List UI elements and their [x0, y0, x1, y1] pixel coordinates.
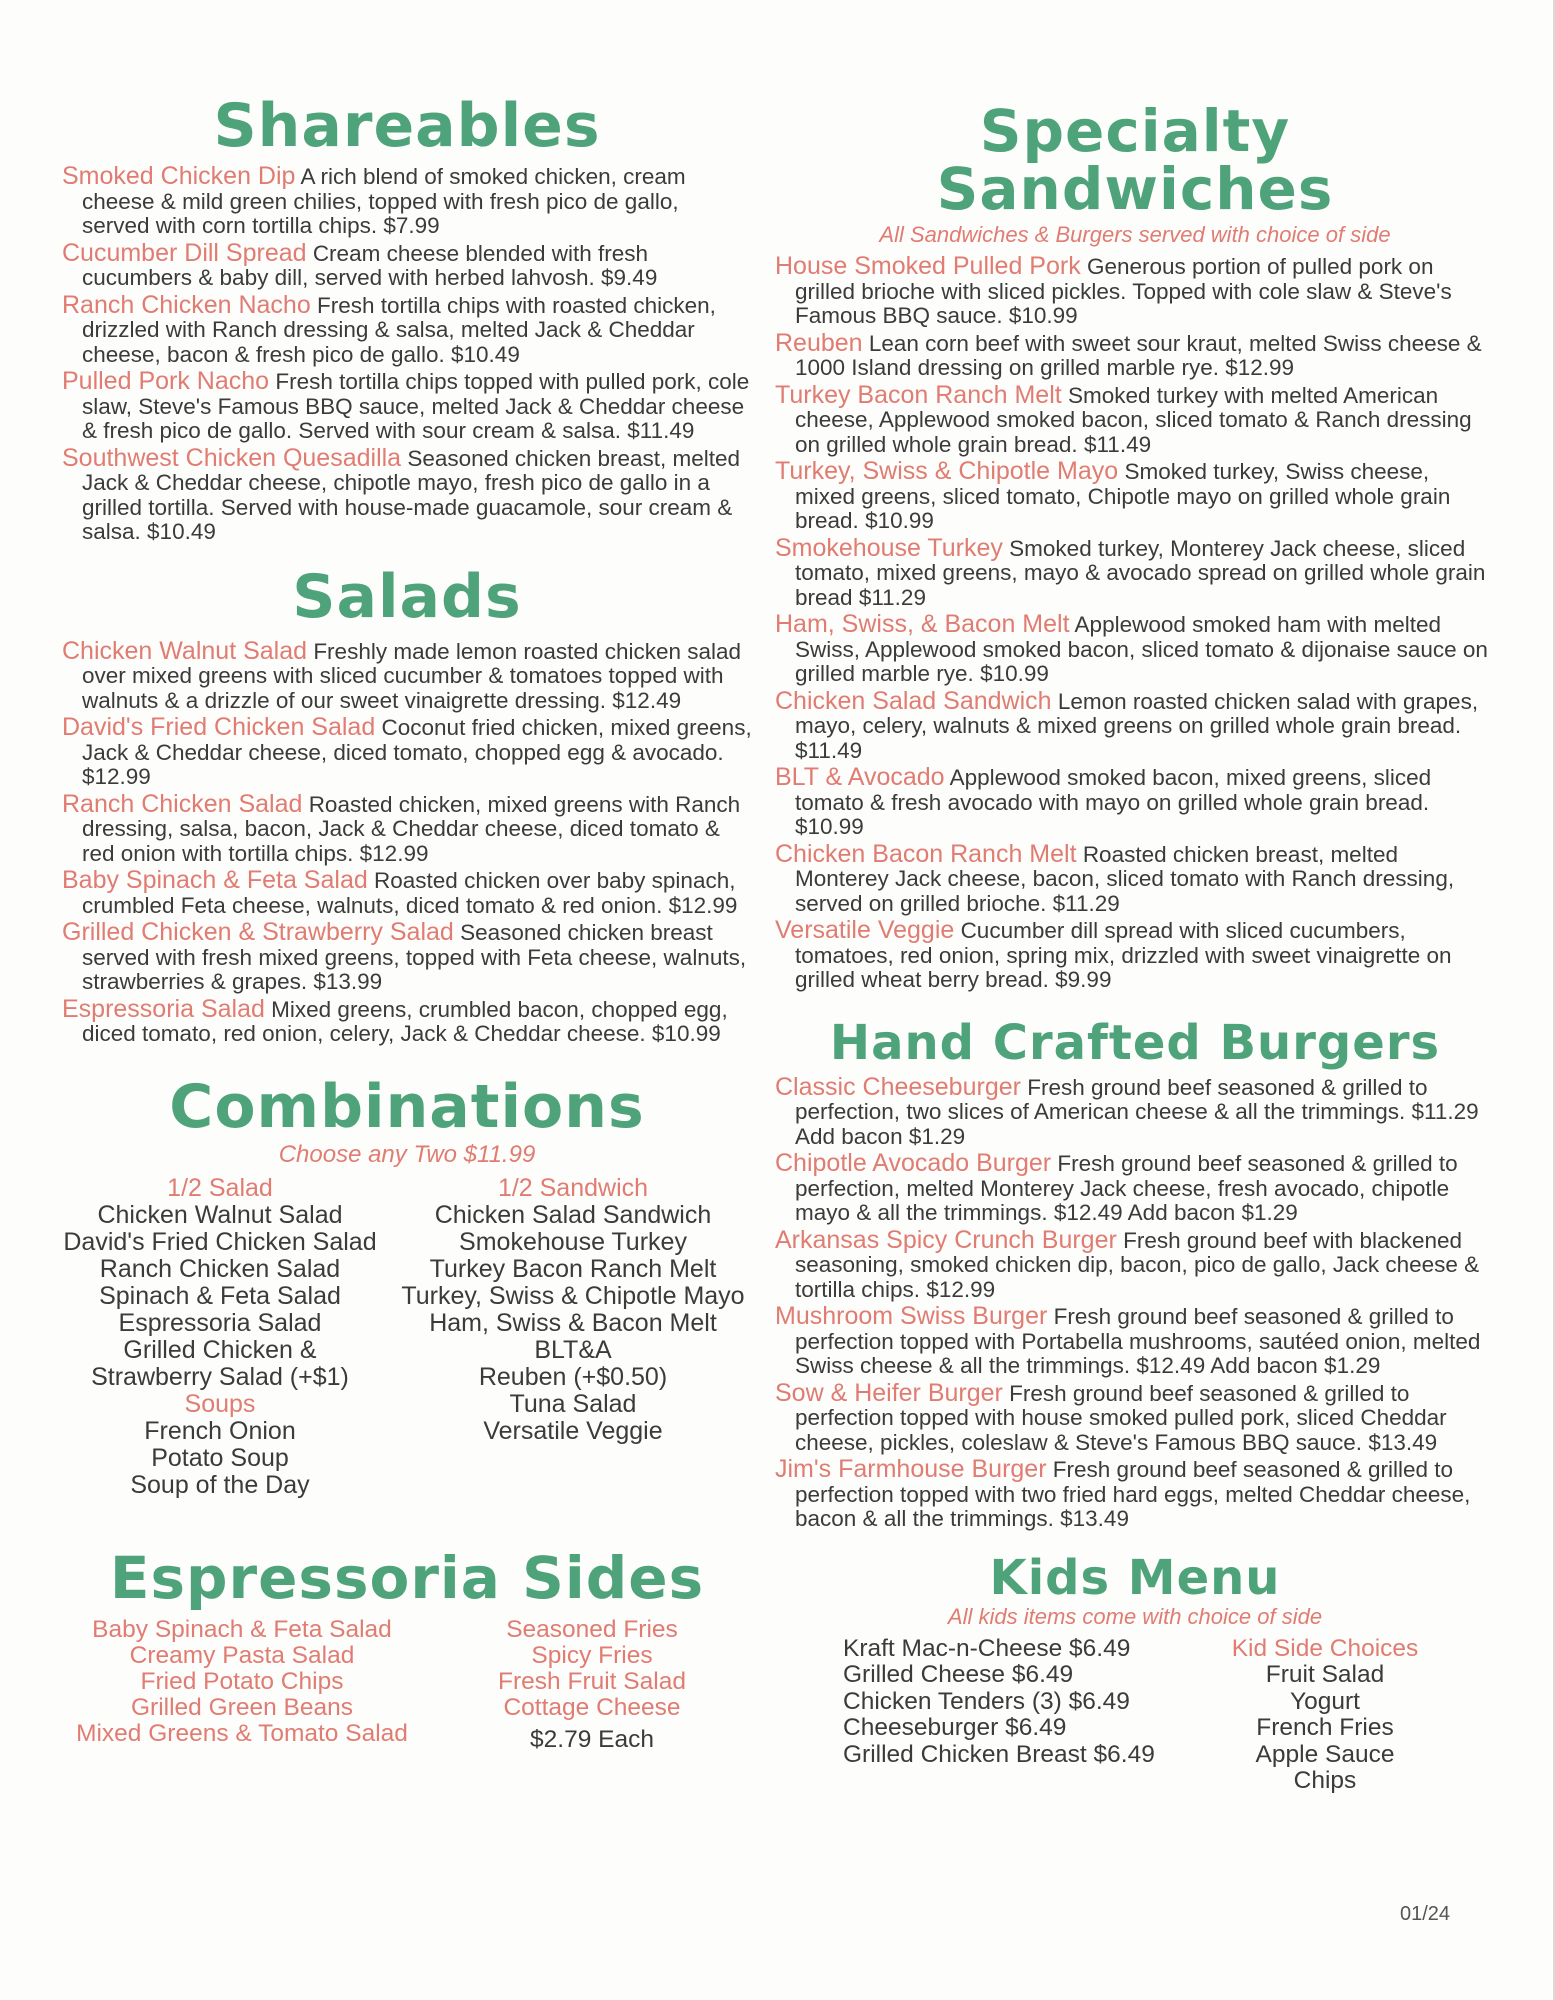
menu-item-name: Ranch Chicken Salad [62, 789, 303, 818]
menu-item [775, 533, 1495, 611]
menu-item-name: Baby Spinach & Feta Salad [62, 866, 368, 894]
combinations-subtitle: Choose any Two $11.99 [278, 1140, 536, 1168]
kids-items [843, 1636, 1203, 1769]
sandwiches-heading: Specialty Sandwiches [936, 97, 1334, 223]
menu-item-description: Fresh ground beef seasoned & grilled to perfection topped with house smoked pulled pork, sliced Cheddar cheese, pickles, coleslaw & Steve's Famous BBQ sauce. [795, 1380, 1447, 1455]
kids-side-item: Chips [1293, 1767, 1357, 1794]
menu-item-price: $10.99 [980, 661, 1049, 686]
menu-item-price: $10.49 [147, 519, 216, 544]
menu-item-description: Fresh ground beef seasoned & grilled to perfection, melted Monterey Jack cheese, fresh avocado, chipotle mayo & all the trimmings. [795, 1151, 1458, 1225]
menu-item-price: $12.49 [612, 687, 682, 713]
menu-item [775, 839, 1495, 917]
combo-soup-item: Potato Soup [151, 1443, 289, 1472]
kids-heading: Kids Menu [989, 1549, 1281, 1606]
menu-item-description: Fresh ground beef seasoned & grilled to perfection, two slices of American cheese & all the trimmings. [795, 1074, 1428, 1124]
menu-item-description: Fresh ground beef seasoned & grilled to perfection topped with Portabella mushrooms, sautéed onion, melted Swiss cheese & all the trimmings. [795, 1304, 1481, 1378]
menu-item [62, 290, 752, 368]
combo-soup-item: French Onion [144, 1416, 296, 1445]
menu-item [62, 994, 752, 1047]
menu-item-description: Smoked turkey with melted American cheese, Applewood smoked bacon, sliced tomato & Ranch dressing on grilled whole grain bread. [795, 382, 1472, 457]
kids-subtitle: All kids items come with choice of side [947, 1603, 1323, 1629]
menu-item-name: Ham, Swiss, & Bacon Melt [775, 610, 1070, 638]
side-item: Fried Potato Chips [140, 1667, 344, 1695]
menu-item-name: Southwest Chicken Quesadilla [62, 443, 402, 472]
menu-item-price: $13.99 [313, 969, 383, 994]
menu-item-name: House Smoked Pulled Pork [775, 252, 1081, 280]
menu-item-description: Roasted chicken breast, melted Monterey Jack cheese, bacon, sliced tomato with Ranch dressing, served on grilled brioche. [795, 841, 1455, 916]
kids-sides-header: Kid Side Choices [1231, 1634, 1419, 1662]
kids-item: Cheeseburger $6.49 [843, 1714, 1067, 1741]
combo-sandwich-item: Smokehouse Turkey [459, 1227, 687, 1256]
menu-item-description: Cream cheese blended with fresh cucumbers & baby dill, served with herbed lahvosh. [82, 240, 648, 290]
menu-item-description: Fresh ground beef with blackened seasoning, smoked chicken dip, bacon, pico de gallo, Jack cheese & tortilla chips. [795, 1227, 1480, 1302]
combinations-grid [62, 1175, 752, 1535]
menu-item-price: $11.29 [1052, 890, 1120, 916]
menu-item-price: $11.49 [1083, 431, 1152, 457]
menu-item [775, 765, 1495, 840]
menu-version-code: 01/24 [1400, 1903, 1451, 1925]
menu-item-price: $7.99 [383, 213, 440, 238]
combo-salad-item: Spinach & Feta Salad [99, 1281, 341, 1310]
menu-item-price: $9.49 [601, 265, 658, 290]
menu-item-price: $12.99 [82, 764, 151, 789]
kids-sides-column [1205, 1636, 1445, 1795]
menu-item-price: $10.49 [451, 341, 520, 367]
menu-item-name: Espressoria Salad [62, 994, 265, 1023]
combo-sandwich-item: Turkey, Swiss & Chipotle Mayo [401, 1281, 745, 1310]
menu-item-description: Roasted chicken, mixed greens with Ranch dressing, salsa, bacon, Jack & Cheddar cheese, diced tomato & red onion with tortilla chips. [82, 791, 741, 866]
menu-item [62, 920, 752, 995]
menu-item-price: $12.99 [359, 840, 429, 866]
combo-salad-item: David's Fried Chicken Salad [63, 1227, 377, 1256]
menu-item-name: Chipotle Avocado Burger [775, 1149, 1052, 1177]
menu-item [62, 868, 752, 918]
menu-item-name: Smokehouse Turkey [775, 533, 1003, 562]
menu-item-price: $10.99 [795, 814, 864, 839]
menu-item-price: $12.99 [926, 1276, 996, 1302]
menu-item [775, 1151, 1495, 1226]
side-item: Seasoned Fries [506, 1615, 678, 1643]
menu-item-price: $11.29 [858, 584, 926, 610]
salads-heading: Salads [292, 561, 522, 632]
combo-sandwich-item: Reuben (+$0.50) [478, 1362, 668, 1391]
menu-item-description: Generous portion of pulled pork on grilled brioche with sliced pickles. Topped with cole slaw & Steve's Famous BBQ sauce. [795, 254, 1452, 328]
combo-sandwich-item: Versatile Veggie [483, 1416, 663, 1445]
menu-item-description: Roasted chicken over baby spinach, crumbled Feta cheese, walnuts, diced tomato & red onion. [82, 868, 736, 918]
combo-salad-item: Chicken Walnut Salad [97, 1200, 343, 1229]
menu-item-price: $9.99 [1055, 967, 1112, 992]
menu-item-price: $12.49 Add bacon $1.29 [1136, 1353, 1381, 1378]
menu-item-description: Fresh tortilla chips with roasted chicken, drizzled with Ranch dressing & salsa, melted Jack & Cheddar cheese, bacon & fresh pico de gallo. [82, 292, 716, 367]
menu-item [775, 459, 1495, 534]
menu-item-description: Applewood smoked bacon, mixed greens, sliced tomato & fresh avocado with mayo on grilled whole grain bread. [795, 765, 1432, 815]
kids-side-item: Fruit Salad [1265, 1661, 1385, 1688]
right-column [775, 0, 1495, 1796]
left-column [62, 0, 752, 1767]
side-item: Mixed Greens & Tomato Salad [76, 1719, 408, 1747]
kids-item: Grilled Cheese $6.49 [843, 1661, 1074, 1688]
menu-item-description: A rich blend of smoked chicken, cream cheese & mild green chilies, topped with fresh pico de gallo, served with corn tortilla chips. [82, 164, 686, 238]
menu-item [775, 612, 1495, 687]
burgers-list [775, 1072, 1495, 1532]
combo-salad-item: Strawberry Salad (+$1) [91, 1362, 349, 1391]
sides-heading: Espressoria Sides [109, 1543, 705, 1612]
menu-item-name: Reuben [775, 328, 863, 357]
sandwiches-subtitle: All Sandwiches & Burgers served with choice of side [879, 222, 1391, 247]
menu-item-price: $11.29 Add bacon $1.29 [795, 1099, 1479, 1149]
kids-items-column [843, 1636, 1203, 1769]
combo-salad-item: Ranch Chicken Salad [99, 1254, 341, 1283]
kids-item: Grilled Chicken Breast $6.49 [843, 1740, 1155, 1768]
menu-item [62, 789, 752, 867]
side-item: Baby Spinach & Feta Salad [92, 1615, 392, 1643]
menu-item-name: Mushroom Swiss Burger [775, 1302, 1048, 1330]
combo-soups-header: Soups [184, 1389, 256, 1418]
menu-item-name: Cucumber Dill Spread [62, 238, 307, 267]
side-item: Spicy Fries [531, 1641, 653, 1669]
menu-item-price: $13.49 [1060, 1506, 1129, 1531]
menu-item [775, 1457, 1495, 1532]
menu-item [775, 918, 1495, 993]
menu-item-name: Smoked Chicken Dip [62, 162, 296, 190]
menu-item-description: Mixed greens, crumbled bacon, chopped egg, diced tomato, red onion, celery, Jack & Cheddar cheese. [82, 996, 728, 1046]
combo-sandwich-item: Chicken Salad Sandwich [434, 1200, 712, 1229]
combo-sandwich-item: BLT&A [534, 1335, 612, 1364]
menu-item [775, 1072, 1495, 1150]
sides-price: $2.79 Each [530, 1725, 654, 1753]
menu-item-name: Versatile Veggie [775, 916, 955, 944]
menu-item-price: $10.99 [651, 1021, 721, 1046]
menu-item-description: Seasoned chicken breast served with fresh mixed greens, topped with Feta cheese, walnuts, strawberries & grapes. [82, 920, 747, 994]
combo-sandwich-item: Tuna Salad [509, 1389, 637, 1418]
menu-item-name: Jim's Farmhouse Burger [775, 1455, 1047, 1483]
menu-item-name: Turkey, Swiss & Chipotle Mayo [775, 457, 1119, 485]
combo-salad-item: Grilled Chicken & [123, 1335, 317, 1364]
menu-item-name: David's Fried Chicken Salad [62, 713, 376, 741]
sides-grid [62, 1617, 752, 1767]
menu-item-price: $12.99 [1225, 355, 1295, 380]
menu-item [775, 1378, 1495, 1456]
menu-item-description: Lemon roasted chicken salad with grapes, mayo, celery, walnuts & mixed greens on grilled whole grain bread. [795, 688, 1479, 738]
menu-item-name: Sow & Heifer Burger [775, 1378, 1003, 1407]
menu-item [62, 715, 752, 790]
kids-item: Kraft Mac-n-Cheese $6.49 [843, 1634, 1131, 1662]
menu-item-name: Chicken Salad Sandwich [775, 686, 1052, 715]
sides-left-column [62, 1617, 422, 1747]
menu-item [62, 369, 752, 444]
menu-item-description: Lean corn beef with sweet sour kraut, melted Swiss cheese & 1000 Island dressing on grilled marble rye. [795, 330, 1482, 380]
menu-item-name: Chicken Walnut Salad [62, 636, 308, 665]
combo-sandwich-item: Ham, Swiss & Bacon Melt [429, 1308, 717, 1337]
menu-item-description: Applewood smoked ham with melted Swiss, Applewood smoked bacon, sliced tomato & dijonaise sauce on grilled marble rye. [795, 612, 1488, 686]
menu-item [775, 254, 1495, 329]
menu-item-price: $11.49 [795, 737, 863, 763]
combo-salad-item: Espressoria Salad [118, 1308, 322, 1337]
menu-item [62, 238, 752, 291]
side-item: Creamy Pasta Salad [129, 1641, 355, 1669]
side-item: Fresh Fruit Salad [498, 1667, 686, 1695]
combo-salad-column [50, 1175, 390, 1499]
menu-item [62, 636, 752, 714]
menu-item-name: Grilled Chicken & Strawberry Salad [62, 918, 454, 946]
menu-item-price: $12.99 [668, 892, 738, 918]
menu-item-price: $10.99 [865, 508, 934, 533]
menu-item [775, 328, 1495, 381]
combo-soup-items [50, 1418, 390, 1499]
kids-grid [775, 1636, 1495, 1796]
combo-sandwich-column [388, 1175, 758, 1445]
kids-side-item: Apple Sauce [1255, 1740, 1395, 1768]
combo-soup-item: Soup of the Day [130, 1470, 310, 1499]
menu-item-description: Freshly made lemon roasted chicken salad over mixed greens with sliced cucumber & tomatoes topped with walnuts & a drizzle of our sweet vinaigrette dressing. [82, 638, 742, 713]
menu-item-price: $12.49 Add bacon $1.29 [1053, 1200, 1298, 1225]
menu-item-name: Ranch Chicken Nacho [62, 290, 311, 319]
menu-item-name: Arkansas Spicy Crunch Burger [775, 1225, 1117, 1254]
menu-item-description: Coconut fried chicken, mixed greens, Jack & Cheddar cheese, diced tomato, chopped egg & avocado. [82, 715, 752, 765]
menu-item-description: Seasoned chicken breast, melted Jack & Cheddar cheese, chipotle mayo, fresh pico de gallo in a grilled tortilla. Served with house-made guacamole, sour cream & salsa. [82, 445, 741, 544]
kids-item: Chicken Tenders (3) $6.49 [843, 1687, 1130, 1715]
menu-item [775, 686, 1495, 764]
menu-item-name: Chicken Bacon Ranch Melt [775, 839, 1077, 868]
menu-item-price: $13.49 [1368, 1429, 1438, 1455]
combinations-heading: Combinations [169, 1071, 645, 1142]
menu-item-description: Smoked turkey, Monterey Jack cheese, sliced tomato, mixed greens, mayo & avocado spread on grilled whole grain bread [795, 535, 1486, 610]
sides-right-column [482, 1617, 702, 1753]
sides-right-items [482, 1617, 702, 1721]
menu-item-name: BLT & Avocado [775, 763, 945, 791]
salads-list [62, 636, 752, 1047]
menu-item [62, 443, 752, 545]
menu-item [62, 164, 752, 239]
burgers-heading: Hand Crafted Burgers [829, 1014, 1441, 1071]
menu-item-price: $10.99 [1008, 303, 1078, 328]
combo-salad-items [50, 1202, 390, 1391]
kids-side-item: Yogurt [1290, 1687, 1360, 1715]
menu-item-description: Smoked turkey, Swiss cheese, mixed greens, sliced tomato, Chipotle mayo on grilled whole grain bread. [795, 459, 1451, 533]
menu-item-description: Cucumber dill spread with sliced cucumbers, tomatoes, red onion, spring mix, drizzled with sweet vinaigrette on grilled wheat berry bread. [795, 918, 1452, 992]
menu-item-name: Pulled Pork Nacho [62, 367, 270, 395]
kids-side-item: French Fries [1256, 1714, 1394, 1741]
menu-item [775, 380, 1495, 458]
menu-item [775, 1225, 1495, 1303]
menu-item-name: Turkey Bacon Ranch Melt [775, 380, 1062, 409]
combo-salad-header: 1/2 Salad [167, 1173, 273, 1202]
menu-item-name: Classic Cheeseburger [775, 1072, 1021, 1101]
combo-sandwich-items [388, 1202, 758, 1445]
menu-item [775, 1304, 1495, 1379]
menu-item-price: $11.49 [627, 418, 695, 443]
combo-sandwich-item: Turkey Bacon Ranch Melt [429, 1254, 717, 1283]
shareables-heading: Shareables [213, 91, 601, 161]
side-item: Cottage Cheese [503, 1693, 681, 1721]
side-item: Grilled Green Beans [131, 1693, 353, 1721]
menu-item-description: Fresh tortilla chips topped with pulled pork, cole slaw, Steve's Famous BBQ sauce, melted Jack & Cheddar cheese & fresh pico de gallo. Served with sour cream & salsa. [82, 369, 750, 443]
combo-sandwich-header: 1/2 Sandwich [497, 1173, 649, 1202]
shareables-list [62, 164, 752, 545]
menu-item-description: Fresh ground beef seasoned & grilled to perfection topped with two fried hard eggs, melted Cheddar cheese, bacon & all the trimmings. [795, 1457, 1471, 1531]
sandwiches-list [775, 254, 1495, 993]
kids-sides [1205, 1662, 1445, 1795]
